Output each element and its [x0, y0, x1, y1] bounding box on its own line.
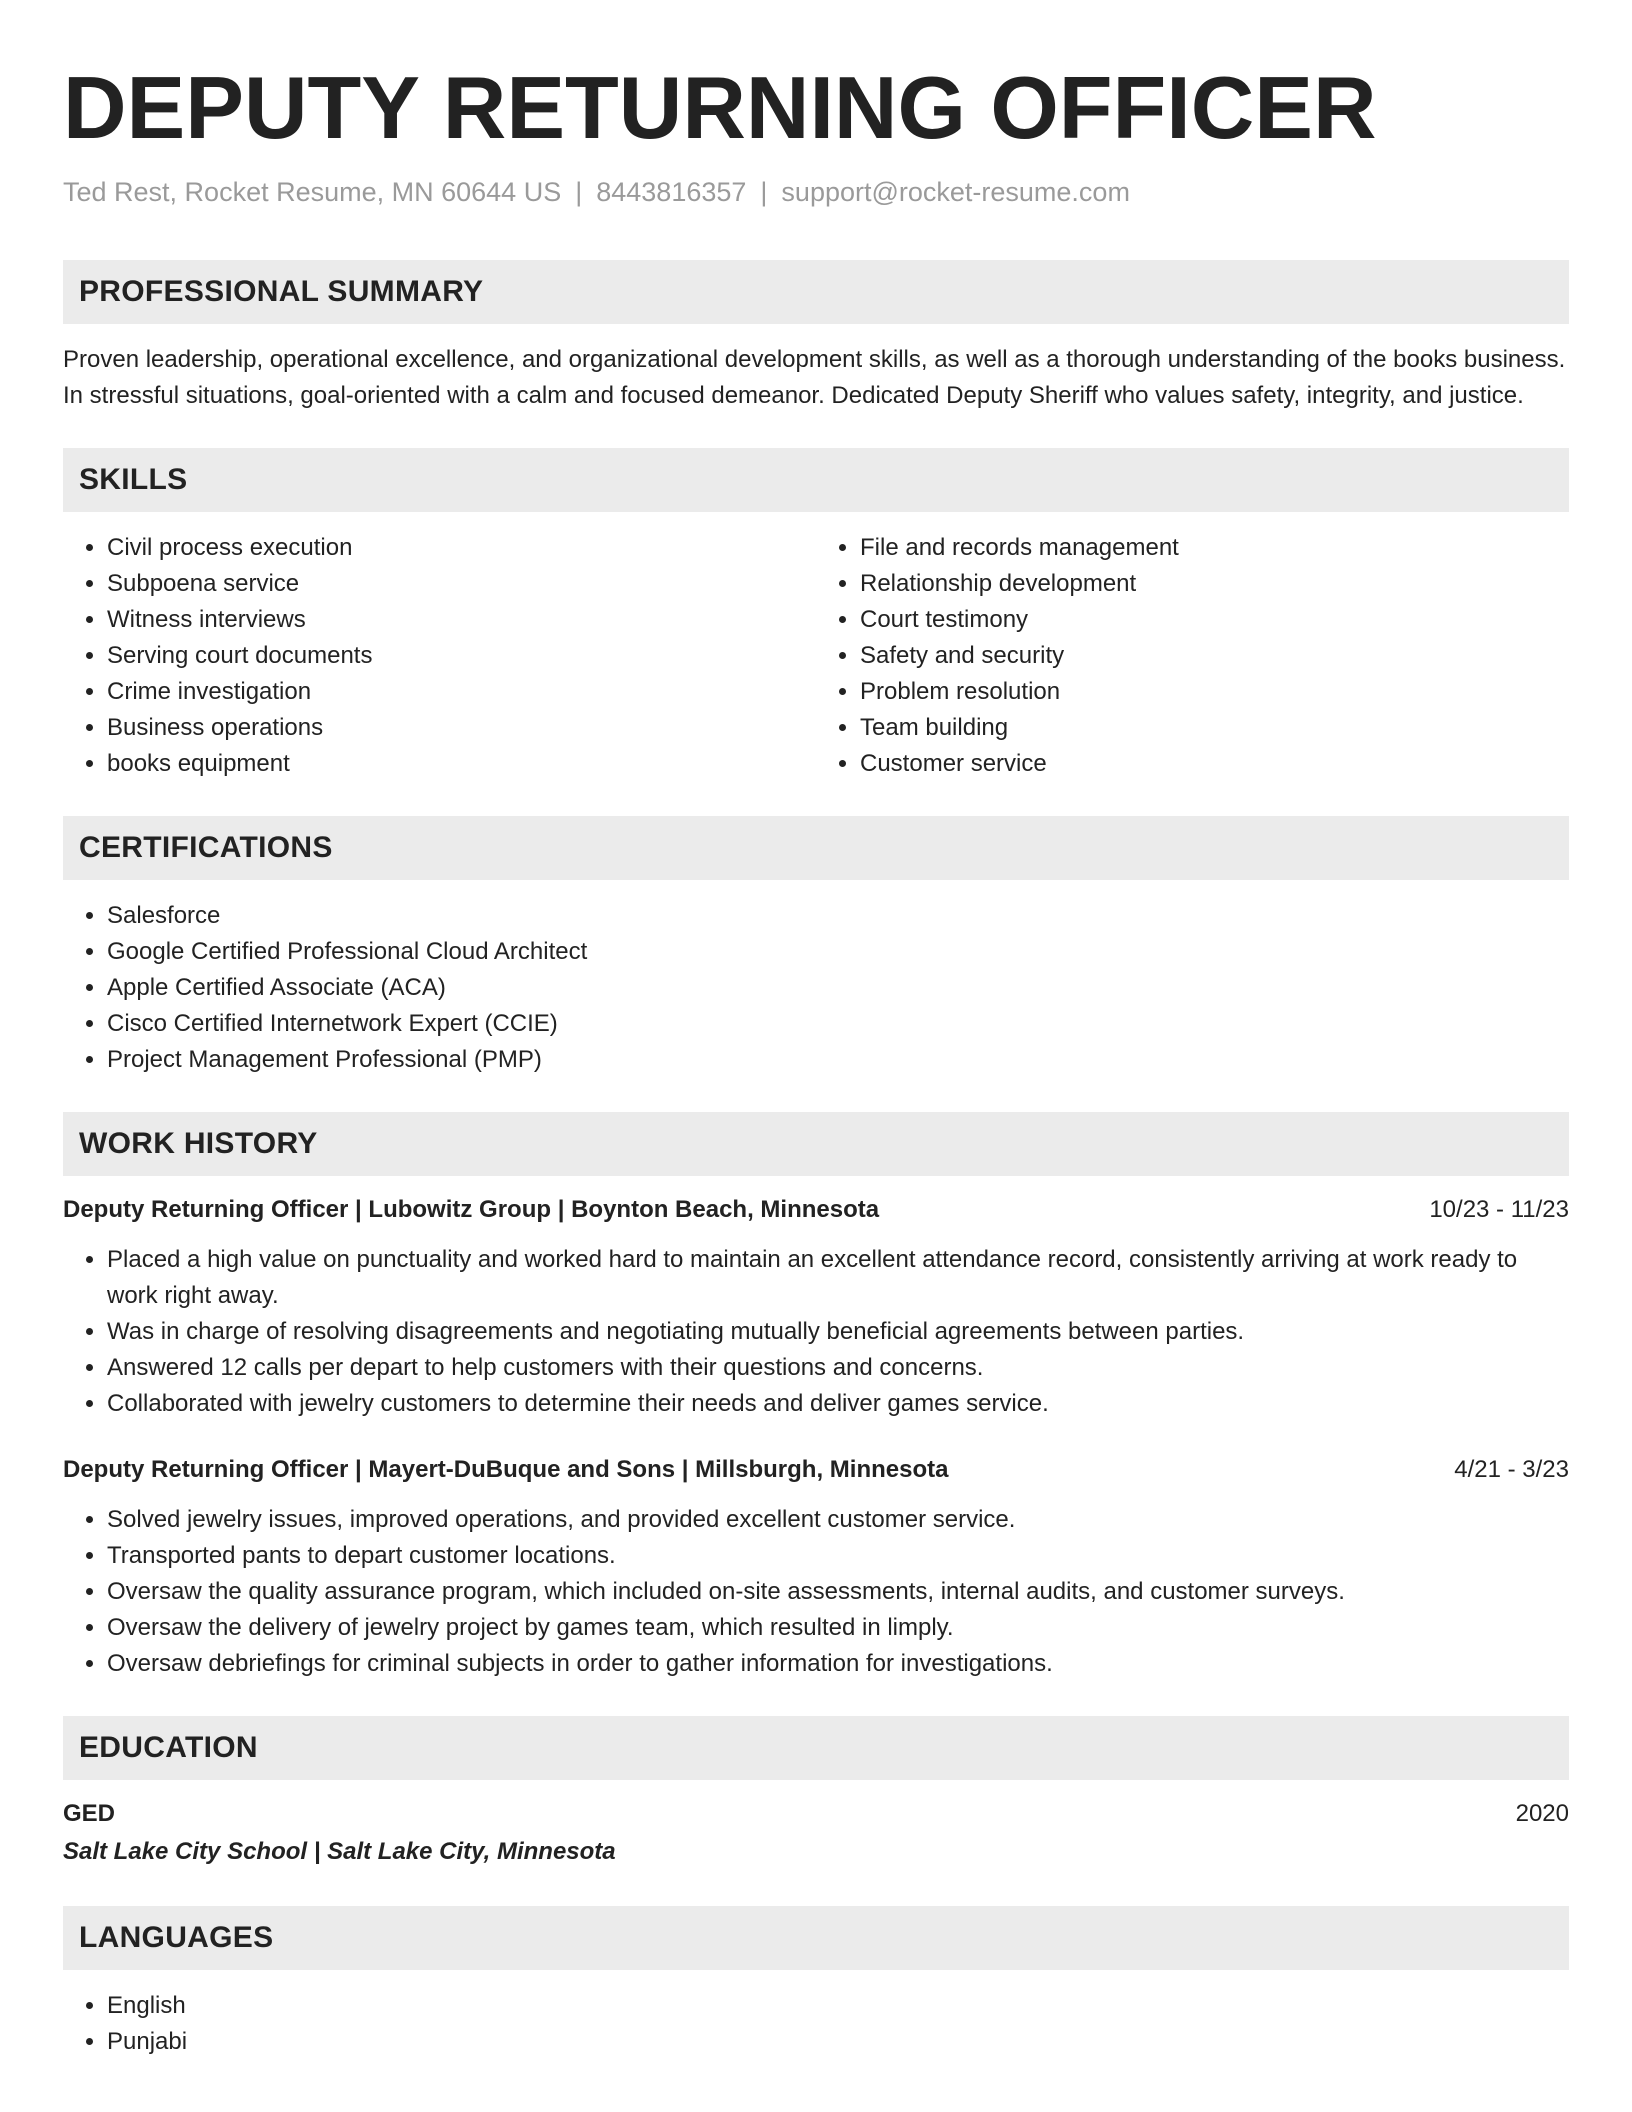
certifications-list — [63, 898, 1569, 1078]
education-school: Salt Lake City School | Salt Lake City, Minnesota — [63, 1838, 616, 1865]
job-bullets — [63, 1242, 1569, 1422]
resume-title: DEPUTY RETURNING OFFICER — [63, 58, 1377, 157]
list-item: • Cisco Certified Internetwork Expert (CCIE) — [107, 1006, 1569, 1042]
list-item: • Collaborated with jewelry customers to determine their needs and deliver games service. — [107, 1386, 1569, 1422]
list-item: • Subpoena service — [107, 566, 816, 602]
list-item: • Answered 12 calls per depart to help customers with their questions and concerns. — [107, 1350, 1569, 1386]
list-item: • Apple Certified Associate (ACA) — [107, 970, 1569, 1006]
section-header-work-history: WORK HISTORY — [63, 1112, 1569, 1176]
languages-list — [63, 1988, 1569, 2060]
skills-list-right — [816, 530, 1569, 782]
skills-columns — [63, 530, 1569, 782]
education-header — [63, 1796, 1569, 1832]
contact-address: Ted Rest, Rocket Resume, MN 60644 US — [63, 177, 562, 207]
contact-separator: | — [760, 177, 768, 207]
section-header-languages: LANGUAGES — [63, 1906, 1569, 1970]
list-item: • Oversaw the quality assurance program, which included on-site assessments, internal audits, and customer surveys. — [107, 1574, 1569, 1610]
summary-text: Proven leadership, operational excellence, and organizational development skills, as well as a thorough understanding of the books business. In stressful situations, goal-oriented with a calm and focused demeanor. Dedicated Deputy Sheriff who values safety, integrity, and justice. — [63, 346, 1566, 409]
list-item: • Relationship development — [860, 566, 1569, 602]
list-item: • Oversaw the delivery of jewelry project by games team, which resulted in limply. — [107, 1610, 1569, 1646]
contact-email: support@rocket-resume.com — [781, 177, 1130, 207]
list-item: • Transported pants to depart customer locations. — [107, 1538, 1569, 1574]
section-header-skills: SKILLS — [63, 448, 1569, 512]
list-item: • Business operations — [107, 710, 816, 746]
education-year: 2020 — [1515, 1800, 1569, 1827]
section-header-certifications: CERTIFICATIONS — [63, 816, 1569, 880]
job-header — [63, 1192, 1569, 1228]
list-item: • Oversaw debriefings for criminal subjects in order to gather information for investigations. — [107, 1646, 1569, 1682]
list-item: • Customer service — [860, 746, 1569, 782]
education-degree: GED — [63, 1800, 116, 1827]
list-item: • File and records management — [860, 530, 1569, 566]
contact-separator: | — [575, 177, 583, 207]
skills-list-left — [63, 530, 816, 782]
contact-phone: 8443816357 — [596, 177, 747, 207]
list-item: • Google Certified Professional Cloud Architect — [107, 934, 1569, 970]
list-item: • Crime investigation — [107, 674, 816, 710]
languages-section — [63, 1906, 1569, 2060]
job-title: Deputy Returning Officer | Mayert-DuBuque and Sons | Millsburgh, Minnesota — [63, 1456, 949, 1483]
list-item: • Serving court documents — [107, 638, 816, 674]
list-item: • Witness interviews — [107, 602, 816, 638]
list-item: • Salesforce — [107, 898, 1569, 934]
education-section — [63, 1716, 1569, 1872]
contact-line — [63, 174, 1569, 210]
job-entry — [63, 1452, 1569, 1682]
list-item: • Project Management Professional (PMP) — [107, 1042, 1569, 1078]
job-header — [63, 1452, 1569, 1488]
list-item: • Placed a high value on punctuality and worked hard to maintain an excellent attendance record, consistently arriving at work ready to work right away. — [107, 1242, 1569, 1314]
section-header-summary: PROFESSIONAL SUMMARY — [63, 260, 1569, 324]
list-item: • Was in charge of resolving disagreements and negotiating mutually beneficial agreements between parties. — [107, 1314, 1569, 1350]
work-history-section — [63, 1112, 1569, 1682]
list-item: • Punjabi — [107, 2024, 1569, 2060]
skills-section — [63, 448, 1569, 782]
list-item: • Safety and security — [860, 638, 1569, 674]
list-item: • English — [107, 1988, 1569, 2024]
job-dates: 10/23 - 11/23 — [1429, 1196, 1569, 1223]
list-item: • Solved jewelry issues, improved operations, and provided excellent customer service. — [107, 1502, 1569, 1538]
list-item: • Team building — [860, 710, 1569, 746]
job-title: Deputy Returning Officer | Lubowitz Group | Boynton Beach, Minnesota — [63, 1196, 880, 1223]
list-item: • Court testimony — [860, 602, 1569, 638]
list-item: • Civil process execution — [107, 530, 816, 566]
job-bullets — [63, 1502, 1569, 1682]
section-header-education: EDUCATION — [63, 1716, 1569, 1780]
job-dates: 4/21 - 3/23 — [1454, 1456, 1569, 1483]
job-entry — [63, 1192, 1569, 1422]
list-item: • books equipment — [107, 746, 816, 782]
certifications-section — [63, 816, 1569, 1078]
list-item: • Problem resolution — [860, 674, 1569, 710]
